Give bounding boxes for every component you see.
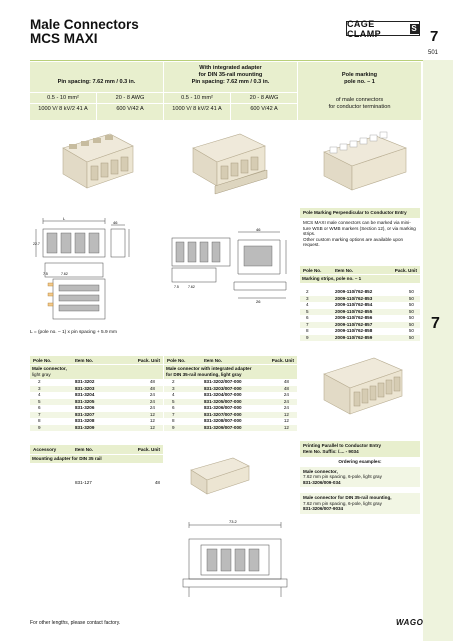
section-tab [423,60,453,641]
table1-row: 2 831-3202 48 [38,379,155,384]
accessory-row: 831-127 48 [75,480,160,485]
marking-panel [300,208,420,250]
marking-row: 5 2009-110/762-855 50 [300,309,420,315]
col1-wire-awg: 20 - 8 AWG [115,95,145,101]
adapter-dimension-drawing [175,515,295,603]
din-rail-connector-photo [185,128,275,198]
marking-table-header: Pole No. Item No. Pack. Unit [300,266,420,274]
table2-row: 9 831-3209/007-000 12 [164,425,297,431]
brand-text: CAGE CLAMP [347,18,381,39]
dim-46: 46 [113,220,118,225]
accessory-group: Mounting adapter for DIN 35 rail [30,455,163,463]
col2-wire-awg: 20 - 8 AWG [249,95,279,101]
table1-row: 7 831-3207 12 [30,412,163,418]
example-2: Male connector for DIN 35-rail mounting, 7.62 mm pin spacing, 6-pole, light gray 831-3206/007-9034 [300,493,420,514]
dim-22-7: 22.7 [33,242,40,246]
printing-title: Printing Parallel to Conductor Entry Item No. Suffix: /.... - 9034 [300,441,420,457]
marking-desc: MCS MAXI male connectors can be marked via mini- ture WSB or WMB markers (Section 12), or via marking strips. Other custom marking options are available upon request. [303,220,416,247]
mounting-adapter-photo [185,452,255,500]
table2-row: 5 831-3205/007-000 24 [164,399,297,405]
ordering-examples: Ordering examples: [338,459,382,464]
marking-row: 7 2009-110/762-857 50 [300,322,420,328]
col1-title: Pin spacing: 7.62 mm / 0.3 in. [57,79,136,85]
printing-panel [300,441,420,514]
dim-7-5: 7.5 [43,272,48,276]
col2-header [164,62,297,120]
col2-title-1: With integrated adapter [199,65,262,71]
table1-row: 5 831-3205 24 [30,399,163,405]
dim-46-b: 46 [256,227,261,232]
table2-group: Male connector with integrated adapter for DIN 35-rail mounting, light gray [164,365,297,379]
col2-rating-iec: 1000 V/ 8 kV/2 41 A [172,106,222,112]
marking-row: 8 2009-110/762-858 50 [306,328,414,333]
dim-7-5-b: 7.5 [174,285,179,289]
table1-row: 4 831-3204 24 [38,392,155,397]
brand-mark: S [411,23,418,33]
marking-row: 3 2009-110/762-853 50 [300,296,420,302]
col2-title-2: for DIN 35-rail mounting [198,72,263,78]
page-number: 7 [430,28,439,45]
col2-title-3: Pin spacing: 7.62 mm / 0.3 in. [191,79,270,85]
table1-row: 6 831-3206 24 [38,405,155,410]
example-1: Male connector, 7.62 mm pin spacing, 6-pole, light gray 831-3206/009-034 [300,467,420,488]
dim-7-62-b: 7.62 [188,285,195,289]
col1-rating-ul: 600 V/42 A [116,106,144,112]
marking-row: 9 2009-110/762-859 50 [300,335,420,341]
table1-row: 3 831-3203 48 [30,386,163,392]
drawing-note: L = (pole no. – 1) x pin spacing + 5.9 mm [30,330,118,335]
col3-title-2: pole no. – 1 [344,79,375,85]
header-divider [30,60,423,61]
marking-row: 6 2009-110/762-856 50 [306,315,414,320]
col3-desc-2: for conductor termination [328,104,391,110]
table2-row: 2 831-3202/007-000 48 [172,379,289,384]
pole-marking-photo [318,130,413,196]
accessory-header: Accessory Item No. Pack. Unit [30,445,163,454]
dim-26: 26 [256,299,261,304]
col3-desc-1: of male connectors [335,97,384,103]
col1-rating-iec: 1000 V/ 8 kV/2 41 A [38,106,88,112]
marking-group: Marking strips, pole no. – 1 [300,275,420,283]
col1-wire-mm: 0.5 - 10 mm² [47,95,79,101]
table2-header: Pole No. Item No. Pack. Unit [164,356,297,364]
col2-rating-ul: 600 V/42 A [250,106,278,112]
printed-connector-photo [318,352,408,420]
dim-l: L [63,216,66,221]
title-line-2: MCS MAXI [30,31,98,46]
table1-group: Male connector, light gray [30,365,163,379]
connector-dimension-drawing [33,215,145,323]
wago-logo: WAGO [396,618,424,627]
page-code: 501 [428,50,439,56]
cage-clamp-logo [346,18,420,39]
marking-row: 2 2009-110/762-852 50 [306,289,414,294]
marking-row: 4 2009-110/762-854 50 [306,302,414,307]
table2-row: 4 831-3204/007-000 24 [172,392,289,397]
page-title [30,18,139,46]
din-connector-dimension-drawing [168,222,296,312]
male-connector-photo [55,128,140,196]
section-tab-number: 7 [431,315,440,332]
table2-row: 8 831-3208/007-000 12 [172,418,289,423]
table2-row: 6 831-3206/007-000 24 [172,405,289,410]
table2-row: 3 831-3203/007-000 48 [164,386,297,392]
col3-title-1: Pole marking [341,72,378,78]
col2-wire-mm: 0.5 - 10 mm² [181,95,213,101]
table1-header: Pole No. Item No. Pack. Unit [30,356,163,364]
dim-73-2: 73.2 [229,519,237,524]
marking-title: Pole Marking Perpendicular to Conductor Entry [300,208,420,218]
col1-header [30,62,163,120]
dim-7-62: 7.62 [61,272,68,276]
table1-row: 9 831-3209 12 [30,425,163,431]
table2-row: 7 831-3207/007-000 12 [164,412,297,418]
title-line-1: Male Connectors [30,17,139,32]
col3-header [298,62,421,120]
table1-row: 8 831-3208 12 [38,418,155,423]
footer-note: For other lengths, please contact factory. [30,620,121,626]
